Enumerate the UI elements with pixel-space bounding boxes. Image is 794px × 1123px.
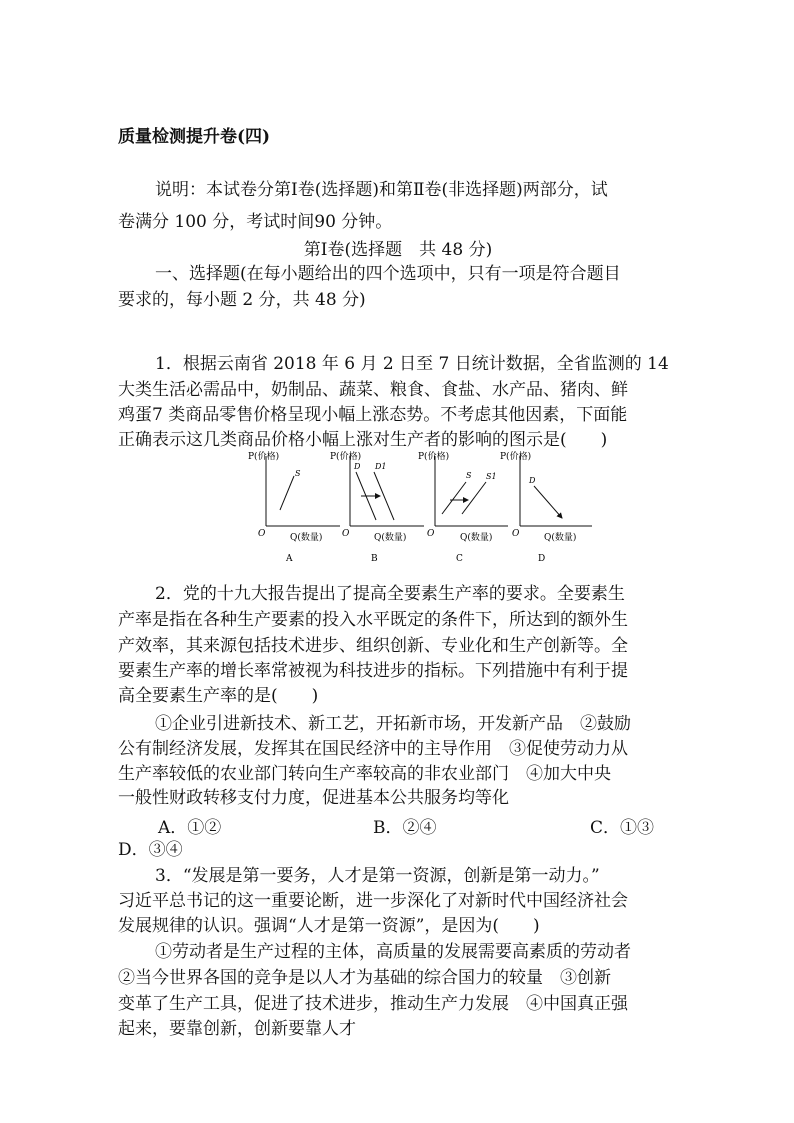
intro-line-1: 说明：本试卷分第Ⅰ卷(选择题)和第Ⅱ卷(非选择题)两部分，试	[155, 180, 608, 200]
curve-label: S	[466, 471, 472, 480]
diagram-panel-a	[248, 450, 340, 564]
q2-line: 高全要素生产率的是( )	[118, 686, 319, 706]
origin-label: O	[258, 529, 266, 539]
q1-line: 正确表示这几类商品价格小幅上涨对生产者的影响的图示是( )	[118, 430, 608, 450]
q2-options	[118, 813, 678, 837]
page-title: 质量检测提升卷(四)	[118, 127, 271, 147]
q1-diagrams	[240, 448, 600, 570]
curve-label: S1	[486, 472, 497, 481]
curve-label: D1	[375, 462, 387, 471]
supply-curve-shifted	[462, 482, 486, 514]
origin-label: O	[342, 529, 350, 539]
x-axis-label: Q(数量)	[374, 533, 407, 543]
x-axis-label: Q(数量)	[544, 533, 577, 543]
q2-line: 生产率较低的农业部门转向生产率较高的非农业部门 ④加大中央	[118, 764, 611, 784]
q3-line: 变革了生产工具，促进了技术进步，推动生产力发展 ④中国真正强	[118, 994, 628, 1014]
q2-option-c[interactable]: C．①③	[590, 818, 655, 838]
q2-line: 产效率，其来源包括技术进步、组织创新、专业化和生产创新等。全	[118, 636, 628, 656]
q3-line: ②当今世界各国的竞争是以人才为基础的综合国力的较量 ③创新	[118, 968, 611, 988]
q2-line: 一般性财政转移支付力度，促进基本公共服务均等化	[118, 788, 509, 808]
x-axis-label: Q(数量)	[460, 533, 493, 543]
option-label-d: D	[538, 554, 546, 564]
curve-label: D	[529, 476, 536, 485]
q3-line: 起来，要靠创新，创新要靠人才	[118, 1019, 356, 1039]
origin-label: O	[427, 529, 435, 539]
diagram-panel-b	[330, 450, 424, 564]
supply-curve	[280, 476, 294, 510]
q2-option-b[interactable]: B．②④	[373, 818, 437, 838]
option-label-b: B	[371, 554, 378, 564]
x-axis-label: Q(数量)	[290, 533, 323, 543]
supply-curve	[442, 482, 466, 514]
q1-line: 鸡蛋7 类商品零售价格呈现小幅上涨态势。不考虑其他因素，下面能	[118, 405, 628, 425]
intro-line-2: 卷满分 100 分，考试时间90 分钟。	[118, 212, 393, 232]
origin-label: O	[512, 529, 520, 539]
part1-heading: 第Ⅰ卷(选择题 共 48 分)	[303, 240, 493, 260]
q2-line: ①企业引进新技术、新工艺，开拓新市场，开发新产品 ②鼓励	[155, 714, 631, 734]
curve-label: S	[295, 469, 301, 478]
q1-diagrams-svg	[240, 448, 600, 570]
q3-line: 发展规律的认识。强调“人才是第一资源”，是因为( )	[118, 916, 540, 936]
q1-line: 1．根据云南省 2018 年 6 月 2 日至 7 日统计数据，全省监测的 14	[155, 354, 669, 374]
section-instruction-1: 一、选择题(在每小题给出的四个选项中，只有一项是符合题目	[155, 264, 621, 284]
diagram-panel-c	[418, 450, 508, 564]
q2-line: 公有制经济发展，发挥其在国民经济中的主导作用 ③促使劳动力从	[118, 739, 628, 759]
y-axis-label: P(价格)	[248, 452, 280, 462]
q3-line: 3．“发展是第一要务，人才是第一资源，创新是第一动力。”	[155, 866, 600, 886]
movement-arrow	[534, 486, 562, 518]
q3-line: 习近平总书记的这一重要论断，进一步深化了对新时代中国经济社会	[118, 891, 628, 911]
q2-line: 要素生产率的增长率常被视为科技进步的指标。下列措施中有利于提	[118, 661, 628, 681]
q2-line: 产率是指在各种生产要素的投入水平既定的条件下，所达到的额外生	[118, 610, 628, 630]
y-axis-label: P(价格)	[418, 452, 450, 462]
y-axis-label: P(价格)	[330, 452, 362, 462]
section-instruction-2: 要求的，每小题 2 分，共 48 分)	[118, 290, 366, 310]
q2-option-d[interactable]: D．③④	[118, 840, 183, 860]
q3-line: ①劳动者是生产过程的主体，高质量的发展需要高素质的劳动者	[155, 942, 631, 962]
option-label-a: A	[286, 554, 293, 564]
q2-option-a[interactable]: A．①②	[158, 818, 222, 838]
option-label-c: C	[456, 554, 463, 564]
curve-label: D	[354, 462, 361, 471]
q1-line: 大类生活必需品中，奶制品、蔬菜、粮食、食盐、水产品、猪肉、鲜	[118, 380, 628, 400]
q2-line: 2．党的十九大报告提出了提高全要素生产率的要求。全要素生	[155, 584, 625, 604]
diagram-panel-d	[500, 450, 592, 564]
y-axis-label: P(价格)	[500, 452, 532, 462]
